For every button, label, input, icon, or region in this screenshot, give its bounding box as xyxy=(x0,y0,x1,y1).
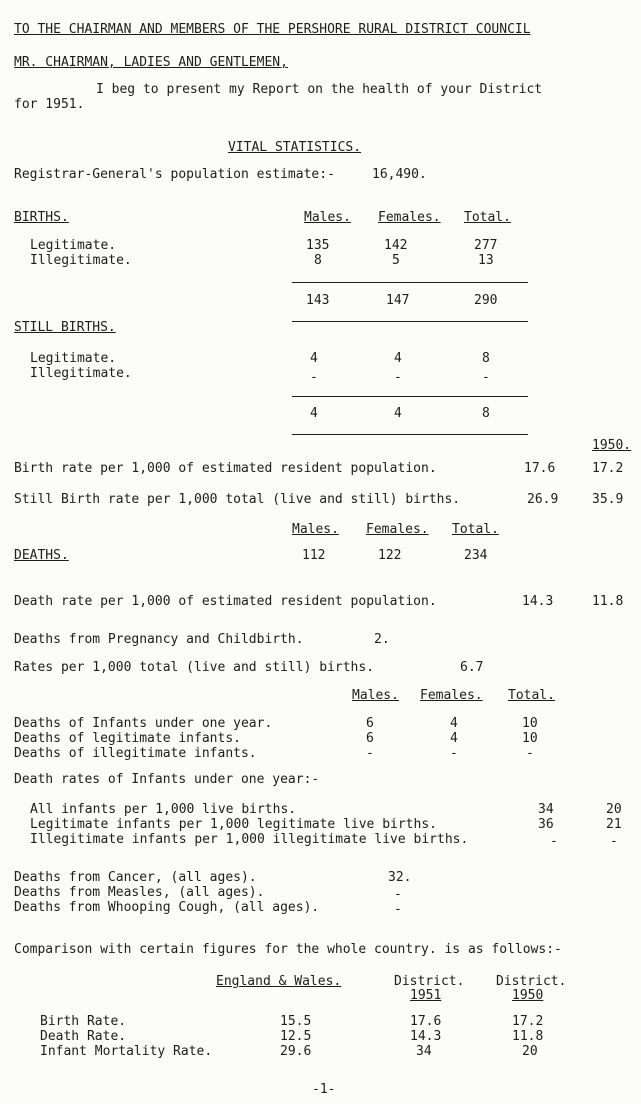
still-births-row-females: - xyxy=(394,370,402,385)
infants-row-males: 6 xyxy=(366,716,374,731)
infant-rates-heading: Death rates of Infants under one year:- xyxy=(14,772,320,787)
infants-row-females: 4 xyxy=(450,731,458,746)
births-row-total: 13 xyxy=(478,253,494,268)
infant-rate-1951: 34 xyxy=(538,802,554,817)
still-births-heading: STILL BIRTHS. xyxy=(14,320,116,335)
still-births-row-females: 4 xyxy=(394,351,402,366)
still-births-row-males: 4 xyxy=(310,351,318,366)
comparison-row-1951: 17.6 xyxy=(410,1014,442,1029)
still-births-row-total: - xyxy=(482,370,490,385)
cause-label: Deaths from Measles, (all ages). xyxy=(14,885,265,900)
still-birth-rate-label: Still Birth rate per 1,000 total (live and still) births. xyxy=(14,492,461,507)
infant-rate-label: Legitimate infants per 1,000 legitimate live births. xyxy=(30,817,437,832)
deaths-total: 234 xyxy=(464,548,488,563)
comparison-row-label: Death Rate. xyxy=(40,1029,127,1044)
infant-rate-label: All infants per 1,000 live births. xyxy=(30,802,297,817)
pregnancy-deaths-label: Deaths from Pregnancy and Childbirth. xyxy=(14,632,304,647)
births-row-total: 277 xyxy=(474,238,498,253)
comparison-row-1950: 17.2 xyxy=(512,1014,544,1029)
cause-value: 32. xyxy=(388,870,412,885)
death-rate-1951: 14.3 xyxy=(522,594,554,609)
cause-label: Deaths from Cancer, (all ages). xyxy=(14,870,257,885)
comparison-row-england: 15.5 xyxy=(280,1014,312,1029)
still-births-row-label: Illegitimate. xyxy=(30,366,132,381)
infant-rate-1951: - xyxy=(550,834,558,849)
salutation: MR. CHAIRMAN, LADIES AND GENTLEMEN, xyxy=(14,55,288,70)
infant-rate-1950: 20 xyxy=(606,802,622,817)
comparison-col-district-1950: District. xyxy=(496,974,567,989)
deaths-males: 112 xyxy=(302,548,326,563)
birth-rate-1951: 17.6 xyxy=(524,461,556,476)
deaths-females: 122 xyxy=(378,548,402,563)
comparison-row-1950: 11.8 xyxy=(512,1029,544,1044)
infants-row-label: Deaths of legitimate infants. xyxy=(14,731,241,746)
deaths-col-males: Males. xyxy=(292,522,339,537)
population-label: Registrar-General's population estimate:- xyxy=(14,167,335,182)
comparison-row-1950: 20 xyxy=(522,1044,538,1059)
birth-rate-label: Birth rate per 1,000 of estimated resident population. xyxy=(14,461,437,476)
birth-rate-1950: 17.2 xyxy=(592,461,624,476)
still-birth-rate-1950: 35.9 xyxy=(592,492,624,507)
births-row-males: 8 xyxy=(314,253,322,268)
infants-row-males: 6 xyxy=(366,731,374,746)
comparison-year-1951: 1951 xyxy=(410,988,442,1003)
vital-statistics-heading: VITAL STATISTICS. xyxy=(228,140,362,155)
intro-line-1: I beg to present my Report on the health of your District xyxy=(96,82,543,97)
births-divider xyxy=(292,282,528,283)
births-total-males: 143 xyxy=(306,293,330,308)
address-line: TO THE CHAIRMAN AND MEMBERS OF THE PERSHORE RURAL DISTRICT COUNCIL xyxy=(14,22,531,37)
infants-row-females: 4 xyxy=(450,716,458,731)
infants-row-label: Deaths of illegitimate infants. xyxy=(14,746,257,761)
infant-rate-1950: 21 xyxy=(606,817,622,832)
page-number: -1- xyxy=(312,1082,336,1097)
cause-label: Deaths from Whooping Cough, (all ages). xyxy=(14,900,320,915)
comparison-row-england: 12.5 xyxy=(280,1029,312,1044)
infants-col-males: Males. xyxy=(352,688,399,703)
infant-rate-label: Illegitimate infants per 1,000 illegitimate live births. xyxy=(30,832,469,847)
comparison-row-england: 29.6 xyxy=(280,1044,312,1059)
comparison-row-1951: 34 xyxy=(416,1044,432,1059)
births-row-females: 142 xyxy=(384,238,408,253)
infant-rate-1951: 36 xyxy=(538,817,554,832)
death-rate-label: Death rate per 1,000 of estimated resident population. xyxy=(14,594,437,609)
infants-row-total: - xyxy=(526,746,534,761)
pregnancy-rate-label: Rates per 1,000 total (live and still) births. xyxy=(14,660,375,675)
deaths-col-females: Females. xyxy=(366,522,429,537)
still-births-divider xyxy=(292,396,528,397)
infants-col-females: Females. xyxy=(420,688,483,703)
comparison-row-label: Infant Mortality Rate. xyxy=(40,1044,213,1059)
infants-row-males: - xyxy=(366,746,374,761)
still-births-top-divider xyxy=(292,321,528,322)
births-col-males: Males. xyxy=(304,210,351,225)
population-value: 16,490. xyxy=(372,167,427,182)
comparison-year-1950: 1950 xyxy=(512,988,544,1003)
births-row-label: Legitimate. xyxy=(30,238,117,253)
infants-row-total: 10 xyxy=(522,731,538,746)
still-births-bottom-divider xyxy=(292,434,528,435)
still-birth-rate-1951: 26.9 xyxy=(527,492,559,507)
births-row-males: 135 xyxy=(306,238,330,253)
comparison-row-label: Birth Rate. xyxy=(40,1014,127,1029)
still-births-row-label: Legitimate. xyxy=(30,351,117,366)
infant-rate-1950: - xyxy=(610,834,618,849)
births-total-total: 290 xyxy=(474,293,498,308)
comparison-row-1951: 14.3 xyxy=(410,1029,442,1044)
comparison-col-district-1951: District. xyxy=(394,974,465,989)
births-heading: BIRTHS. xyxy=(14,210,69,225)
infants-row-females: - xyxy=(450,746,458,761)
births-total-females: 147 xyxy=(386,293,410,308)
infants-col-total: Total. xyxy=(508,688,555,703)
still-births-total-total: 8 xyxy=(482,406,490,421)
infants-row-label: Deaths of Infants under one year. xyxy=(14,716,273,731)
pregnancy-deaths-value: 2. xyxy=(374,632,390,647)
still-births-total-males: 4 xyxy=(310,406,318,421)
comparison-intro: Comparison with certain figures for the whole country. is as follows:- xyxy=(14,942,562,957)
births-col-total: Total. xyxy=(464,210,511,225)
death-rate-1950: 11.8 xyxy=(592,594,624,609)
cause-value: - xyxy=(394,887,402,902)
births-row-label: Illegitimate. xyxy=(30,253,132,268)
cause-value: - xyxy=(394,902,402,917)
still-births-total-females: 4 xyxy=(394,406,402,421)
comparison-col-england: England & Wales. xyxy=(216,974,342,989)
pregnancy-rate-value: 6.7 xyxy=(460,660,484,675)
deaths-heading: DEATHS. xyxy=(14,548,69,563)
intro-line-2: for 1951. xyxy=(14,97,85,112)
deaths-col-total: Total. xyxy=(452,522,499,537)
still-births-row-males: - xyxy=(310,370,318,385)
still-births-row-total: 8 xyxy=(482,351,490,366)
year-1950-header: 1950. xyxy=(592,438,632,453)
births-col-females: Females. xyxy=(378,210,441,225)
infants-row-total: 10 xyxy=(522,716,538,731)
births-row-females: 5 xyxy=(392,253,400,268)
